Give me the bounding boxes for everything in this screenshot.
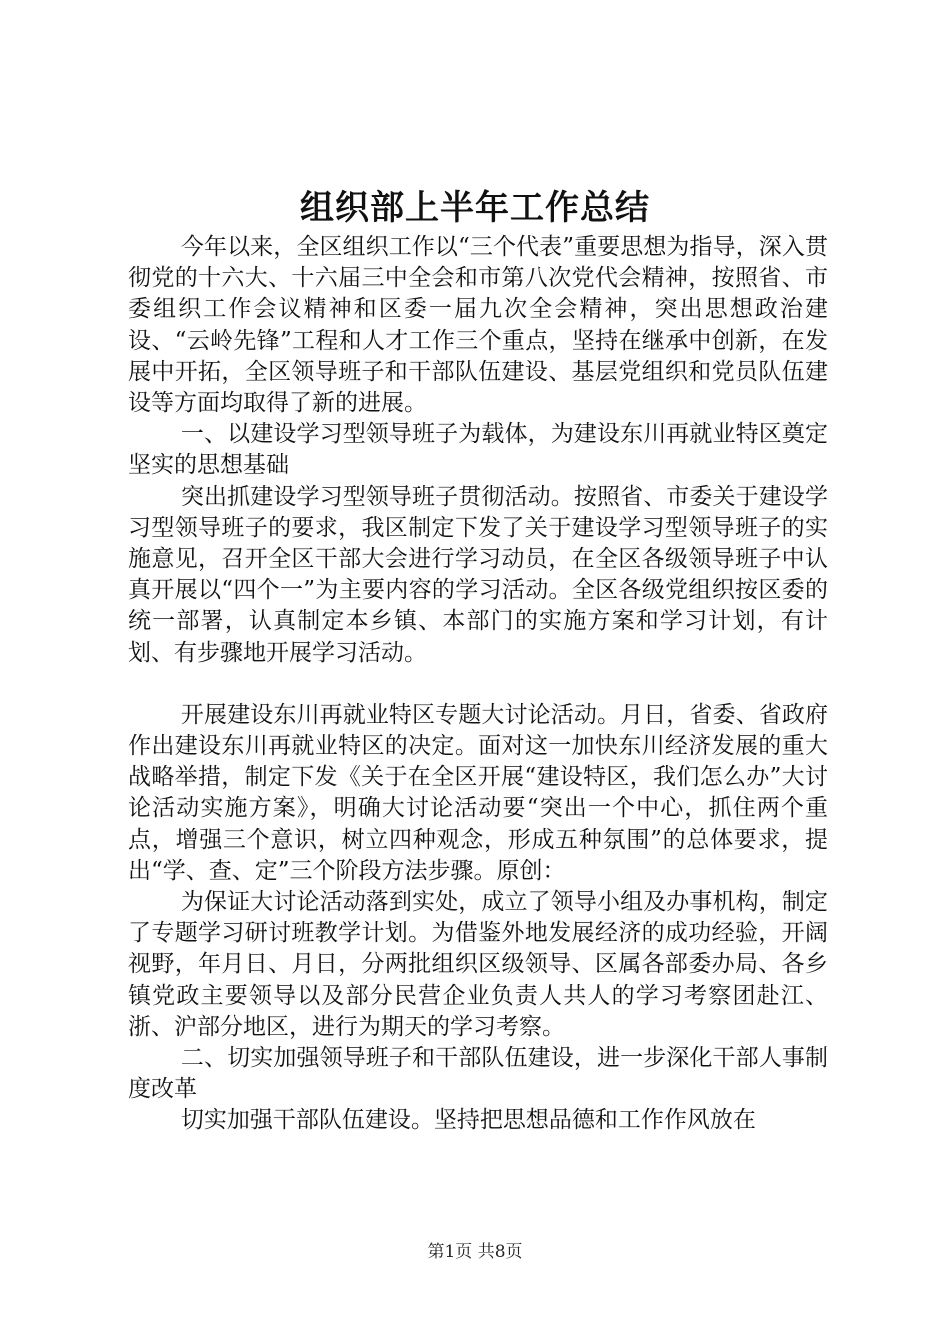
paragraph-implementation: 为保证大讨论活动落到实处，成立了领导小组及办事机构，制定了专题学习研讨班教学计划。为借鉴外地发展经济的成功经验，开阔视野，年月日、月日，分两批组织区级领导、区属各部委办局、各乡镇党政主要领导以及部分民营企业负责人共人的学习考察团赴江、浙、沪部分地区，进行为期天的学习考察。 <box>128 889 828 1040</box>
paragraph-discussion-activity: 开展建设东川再就业特区专题大讨论活动。月日，省委、省政府作出建设东川再就业特区的决定。面对这一加快东川经济发展的重大战略举措，制定下发《关于在全区开展“建设特区，我们怎么办”大讨论活动实施方案》，明确大讨论活动要“突出一个中心，抓住两个重点，增强三个意识，树立四种观念，形成五种氛围”的总体要求，提出“学、查、定”三个阶段方法步骤。原创： <box>128 701 828 884</box>
paragraph-spacer <box>128 669 828 700</box>
document-title: 组织部上半年工作总结 <box>300 188 650 228</box>
paragraph-learning-activity: 突出抓建设学习型领导班子贯彻活动。按照省、市委关于建设学习型领导班子的要求，我区制定下发了关于建设学习型领导班子的实施意见，召开全区干部大会进行学习动员，在全区各级领导班子中认真开展以“四个一”为主要内容的学习活动。全区各级党组织按区委的统一部署，认真制定本乡镇、本部门的实施方案和学习计划，有计划、有步骤地开展学习活动。 <box>128 483 828 666</box>
document-body <box>128 232 828 1137</box>
section-heading-1: 一、以建设学习型领导班子为载体，为建设东川再就业特区奠定坚实的思想基础 <box>128 421 828 479</box>
page-footer: 第1页 共8页 <box>427 1242 523 1262</box>
paragraph-intro: 今年以来，全区组织工作以“三个代表”重要思想为指导，深入贯彻党的十六大、十六届三中全会和市第八次党代会精神，按照省、市委组织工作会议精神和区委一届九次全会精神，突出思想政治建设、“云岭先锋”工程和人才工作三个重点，坚持在继承中创新，在发展中开拓，全区领导班子和干部队伍建设、基层党组织和党员队伍建设等方面均取得了新的进展。 <box>128 234 828 417</box>
section-heading-2: 二、切实加强领导班子和干部队伍建设，进一步深化干部人事制度改革 <box>128 1045 828 1103</box>
paragraph-cadre-building: 切实加强干部队伍建设。坚持把思想品德和工作作风放在 <box>180 1107 756 1134</box>
